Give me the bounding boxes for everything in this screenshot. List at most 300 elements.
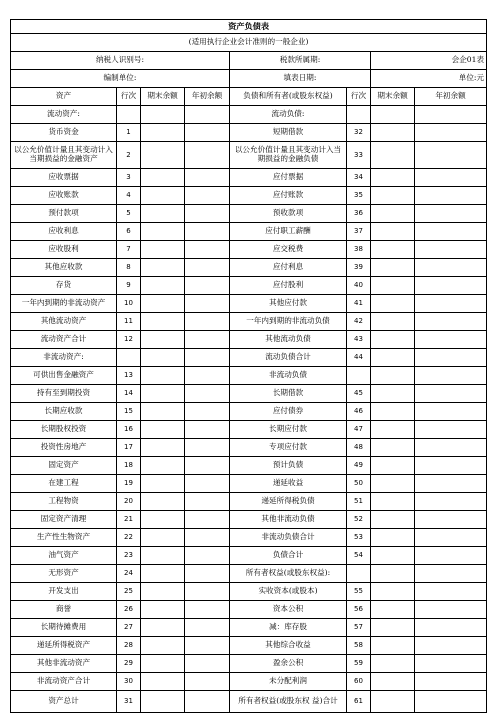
liability-line-number: 39: [347, 259, 371, 277]
liability-begin-balance-cell: [415, 259, 487, 277]
asset-begin-balance-cell: [185, 295, 230, 313]
liability-begin-balance-cell: [415, 124, 487, 142]
asset-begin-balance-cell: [185, 529, 230, 547]
asset-line-number: 11: [117, 313, 141, 331]
liability-begin-balance-cell: [415, 457, 487, 475]
table-row: [11, 187, 487, 205]
table-row: [11, 106, 487, 124]
asset-line-number: 15: [117, 403, 141, 421]
liability-line-number: 60: [347, 673, 371, 691]
asset-line-number: 14: [117, 385, 141, 403]
asset-begin-balance-cell: [185, 547, 230, 565]
asset-begin-balance-cell: [185, 385, 230, 403]
asset-line-number: 20: [117, 493, 141, 511]
table-row: [11, 655, 487, 673]
asset-end-balance-cell: [141, 313, 185, 331]
liability-line-number: 38: [347, 241, 371, 259]
asset-begin-balance-cell: [185, 367, 230, 385]
liability-line-number: 35: [347, 187, 371, 205]
asset-end-balance-cell: [141, 529, 185, 547]
liability-begin-balance-cell: [415, 637, 487, 655]
table-row: [11, 241, 487, 259]
liability-begin-balance-cell: [415, 547, 487, 565]
asset-begin-balance-cell: [185, 619, 230, 637]
asset-line-number: 10: [117, 295, 141, 313]
liability-name: 其他综合收益: [230, 637, 347, 655]
liability-name: 其他非流动负债: [230, 511, 347, 529]
asset-name: 非流动资产合计: [11, 673, 117, 691]
liability-end-balance-cell: [371, 349, 415, 367]
liability-end-balance-cell: [371, 331, 415, 349]
asset-end-balance-cell: [141, 124, 185, 142]
asset-line-number: 13: [117, 367, 141, 385]
liability-begin-balance-cell: [415, 169, 487, 187]
asset-end-balance-cell: [141, 205, 185, 223]
asset-end-balance-cell: [141, 331, 185, 349]
asset-end-balance-cell: [141, 601, 185, 619]
asset-end-balance-cell: [141, 583, 185, 601]
table-row: [11, 259, 487, 277]
asset-begin-balance-cell: [185, 421, 230, 439]
asset-end-balance-cell: [141, 655, 185, 673]
tax-period-label: 税款所属期:: [230, 52, 371, 70]
asset-line-number: 22: [117, 529, 141, 547]
asset-end-balance-cell: [141, 295, 185, 313]
liability-line-number: 41: [347, 295, 371, 313]
asset-begin-balance-cell: [185, 403, 230, 421]
liability-name: 流动负债合计: [230, 349, 347, 367]
asset-end-balance-cell: [141, 277, 185, 295]
table-row: [11, 349, 487, 367]
liability-begin-balance-cell: [415, 349, 487, 367]
liability-end-balance-cell: [371, 529, 415, 547]
liability-end-balance-cell: [371, 385, 415, 403]
asset-name: 资产总计: [11, 691, 117, 713]
header-asset-end-balance: 期末余额: [141, 88, 185, 106]
liability-name: 所有者权益(或股东权益):: [230, 565, 347, 583]
asset-begin-balance-cell: [185, 124, 230, 142]
asset-line-number: 29: [117, 655, 141, 673]
asset-end-balance-cell: [141, 385, 185, 403]
asset-begin-balance-cell: [185, 205, 230, 223]
liability-end-balance-cell: [371, 106, 415, 124]
liability-name: 应付股利: [230, 277, 347, 295]
liability-line-number: 43: [347, 331, 371, 349]
liability-line-number: 59: [347, 655, 371, 673]
liability-name: 以公允价值计量且其变动计入当期损益的金融负债: [230, 142, 347, 169]
table-row: [11, 493, 487, 511]
asset-end-balance-cell: [141, 349, 185, 367]
liability-end-balance-cell: [371, 259, 415, 277]
liability-name: 未分配利润: [230, 673, 347, 691]
liability-end-balance-cell: [371, 241, 415, 259]
asset-end-balance-cell: [141, 106, 185, 124]
liability-end-balance-cell: [371, 142, 415, 169]
liability-begin-balance-cell: [415, 565, 487, 583]
liability-line-number: 36: [347, 205, 371, 223]
form-code: 会企01表: [371, 52, 487, 70]
asset-end-balance-cell: [141, 673, 185, 691]
asset-name: 应收利息: [11, 223, 117, 241]
asset-name: 以公允价值计量且其变动计入当期损益的金融资产: [11, 142, 117, 169]
liability-line-number: 33: [347, 142, 371, 169]
asset-begin-balance-cell: [185, 187, 230, 205]
asset-name: 货币资金: [11, 124, 117, 142]
asset-end-balance-cell: [141, 547, 185, 565]
asset-line-number: 18: [117, 457, 141, 475]
liability-begin-balance-cell: [415, 673, 487, 691]
liability-name: 其他流动负债: [230, 331, 347, 349]
liability-end-balance-cell: [371, 205, 415, 223]
asset-line-number: 21: [117, 511, 141, 529]
asset-begin-balance-cell: [185, 673, 230, 691]
asset-begin-balance-cell: [185, 439, 230, 457]
asset-begin-balance-cell: [185, 241, 230, 259]
fill-date-label: 填表日期:: [230, 70, 371, 88]
asset-name: 固定资产清理: [11, 511, 117, 529]
liability-line-number: 45: [347, 385, 371, 403]
asset-end-balance-cell: [141, 367, 185, 385]
unit-label: 单位:元: [371, 70, 487, 88]
liability-name: 实收资本(或股本): [230, 583, 347, 601]
liability-begin-balance-cell: [415, 367, 487, 385]
liability-line-number: 47: [347, 421, 371, 439]
asset-line-number: 3: [117, 169, 141, 187]
liability-end-balance-cell: [371, 124, 415, 142]
liability-end-balance-cell: [371, 601, 415, 619]
liability-name: 一年内到期的非流动负债: [230, 313, 347, 331]
table-row: [11, 385, 487, 403]
asset-end-balance-cell: [141, 619, 185, 637]
liability-end-balance-cell: [371, 565, 415, 583]
liability-line-number: [347, 565, 371, 583]
liability-begin-balance-cell: [415, 403, 487, 421]
asset-name: 应收票据: [11, 169, 117, 187]
asset-begin-balance-cell: [185, 511, 230, 529]
table-row: [11, 619, 487, 637]
header-asset: 资产: [11, 88, 117, 106]
table-row: [11, 205, 487, 223]
asset-begin-balance-cell: [185, 106, 230, 124]
table-row: [11, 475, 487, 493]
asset-end-balance-cell: [141, 142, 185, 169]
table-row: [11, 331, 487, 349]
liability-line-number: 51: [347, 493, 371, 511]
asset-begin-balance-cell: [185, 601, 230, 619]
table-row: [11, 295, 487, 313]
liability-name: 其他应付款: [230, 295, 347, 313]
asset-begin-balance-cell: [185, 142, 230, 169]
asset-line-number: 25: [117, 583, 141, 601]
asset-end-balance-cell: [141, 241, 185, 259]
liability-line-number: 49: [347, 457, 371, 475]
liability-line-number: 46: [347, 403, 371, 421]
liability-line-number: 61: [347, 691, 371, 713]
asset-end-balance-cell: [141, 457, 185, 475]
liability-name: 盈余公积: [230, 655, 347, 673]
asset-end-balance-cell: [141, 403, 185, 421]
asset-name: 投资性房地产: [11, 439, 117, 457]
asset-line-number: 24: [117, 565, 141, 583]
asset-line-number: 16: [117, 421, 141, 439]
asset-name: 流动资产:: [11, 106, 117, 124]
asset-begin-balance-cell: [185, 259, 230, 277]
asset-begin-balance-cell: [185, 475, 230, 493]
asset-begin-balance-cell: [185, 565, 230, 583]
table-row: [11, 529, 487, 547]
asset-end-balance-cell: [141, 169, 185, 187]
header-liability: 负债和所有者(或股东权益): [230, 88, 347, 106]
taxpayer-id-label: 纳税人识别号:: [11, 52, 230, 70]
asset-line-number: 7: [117, 241, 141, 259]
asset-line-number: 4: [117, 187, 141, 205]
liability-end-balance-cell: [371, 313, 415, 331]
liability-name: 预收款项: [230, 205, 347, 223]
header-liability-begin-balance: 年初余额: [415, 88, 487, 106]
asset-name: 长期待摊费用: [11, 619, 117, 637]
liability-line-number: 37: [347, 223, 371, 241]
asset-name: 可供出售金融资产: [11, 367, 117, 385]
liability-end-balance-cell: [371, 619, 415, 637]
liability-line-number: 34: [347, 169, 371, 187]
liability-begin-balance-cell: [415, 295, 487, 313]
table-row: [11, 223, 487, 241]
liability-line-number: 58: [347, 637, 371, 655]
liability-name: 非流动负债合计: [230, 529, 347, 547]
liability-line-number: 48: [347, 439, 371, 457]
asset-begin-balance-cell: [185, 493, 230, 511]
table-row: [11, 511, 487, 529]
asset-line-number: 5: [117, 205, 141, 223]
asset-line-number: 31: [117, 691, 141, 713]
liability-line-number: 52: [347, 511, 371, 529]
liability-end-balance-cell: [371, 439, 415, 457]
liability-end-balance-cell: [371, 169, 415, 187]
liability-name: 应付票据: [230, 169, 347, 187]
table-row: [11, 601, 487, 619]
asset-begin-balance-cell: [185, 637, 230, 655]
liability-begin-balance-cell: [415, 106, 487, 124]
asset-name: 一年内到期的非流动资产: [11, 295, 117, 313]
header-asset-line: 行次: [117, 88, 141, 106]
liability-end-balance-cell: [371, 511, 415, 529]
asset-begin-balance-cell: [185, 655, 230, 673]
liability-line-number: 56: [347, 601, 371, 619]
liability-name: 递延收益: [230, 475, 347, 493]
liability-line-number: 40: [347, 277, 371, 295]
liability-end-balance-cell: [371, 403, 415, 421]
liability-name: 应付账款: [230, 187, 347, 205]
asset-name: 流动资产合计: [11, 331, 117, 349]
asset-line-number: 28: [117, 637, 141, 655]
liability-name: 短期借款: [230, 124, 347, 142]
asset-name: 无形资产: [11, 565, 117, 583]
liability-name: 负债合计: [230, 547, 347, 565]
liability-begin-balance-cell: [415, 619, 487, 637]
table-row: [11, 421, 487, 439]
table-row: [11, 313, 487, 331]
asset-line-number: 17: [117, 439, 141, 457]
asset-line-number: 8: [117, 259, 141, 277]
liability-end-balance-cell: [371, 673, 415, 691]
liability-name: 应付职工薪酬: [230, 223, 347, 241]
liability-name: 减：库存股: [230, 619, 347, 637]
asset-line-number: 2: [117, 142, 141, 169]
liability-line-number: 32: [347, 124, 371, 142]
liability-name: 专项应付款: [230, 439, 347, 457]
asset-line-number: 6: [117, 223, 141, 241]
liability-end-balance-cell: [371, 277, 415, 295]
asset-line-number: [117, 349, 141, 367]
asset-name: 存货: [11, 277, 117, 295]
table-row: [11, 439, 487, 457]
asset-name: 商誉: [11, 601, 117, 619]
liability-begin-balance-cell: [415, 475, 487, 493]
liability-name: 应交税费: [230, 241, 347, 259]
asset-name: 其他应收款: [11, 259, 117, 277]
asset-name: 其他非流动资产: [11, 655, 117, 673]
liability-name: 资本公积: [230, 601, 347, 619]
liability-begin-balance-cell: [415, 241, 487, 259]
asset-name: 持有至到期投资: [11, 385, 117, 403]
liability-line-number: 44: [347, 349, 371, 367]
table-row: [11, 403, 487, 421]
liability-end-balance-cell: [371, 421, 415, 439]
liability-begin-balance-cell: [415, 601, 487, 619]
liability-end-balance-cell: [371, 457, 415, 475]
liability-name: 应付债券: [230, 403, 347, 421]
header-liability-line: 行次: [347, 88, 371, 106]
asset-line-number: 23: [117, 547, 141, 565]
sheet-subtitle: (适用执行企业会计准则的一般企业): [11, 34, 487, 52]
header-liability-end-balance: 期末余额: [371, 88, 415, 106]
table-row: [11, 142, 487, 169]
asset-line-number: 27: [117, 619, 141, 637]
table-row: [11, 457, 487, 475]
table-row: [11, 367, 487, 385]
asset-line-number: 12: [117, 331, 141, 349]
asset-name: 开发支出: [11, 583, 117, 601]
asset-begin-balance-cell: [185, 457, 230, 475]
asset-line-number: 19: [117, 475, 141, 493]
header-asset-begin-balance: 年初余额: [185, 88, 230, 106]
asset-line-number: 9: [117, 277, 141, 295]
asset-begin-balance-cell: [185, 223, 230, 241]
liability-name: 非流动负债: [230, 367, 347, 385]
liability-begin-balance-cell: [415, 529, 487, 547]
liability-end-balance-cell: [371, 637, 415, 655]
liability-end-balance-cell: [371, 367, 415, 385]
asset-line-number: [117, 106, 141, 124]
asset-end-balance-cell: [141, 637, 185, 655]
liability-line-number: 54: [347, 547, 371, 565]
asset-name: 预付款项: [11, 205, 117, 223]
asset-end-balance-cell: [141, 511, 185, 529]
asset-begin-balance-cell: [185, 277, 230, 295]
liability-begin-balance-cell: [415, 331, 487, 349]
asset-end-balance-cell: [141, 493, 185, 511]
table-row: [11, 565, 487, 583]
liability-begin-balance-cell: [415, 511, 487, 529]
liability-begin-balance-cell: [415, 313, 487, 331]
liability-name: 长期应付款: [230, 421, 347, 439]
liability-line-number: 53: [347, 529, 371, 547]
liability-end-balance-cell: [371, 583, 415, 601]
table-row: [11, 124, 487, 142]
liability-name: 递延所得税负债: [230, 493, 347, 511]
liability-begin-balance-cell: [415, 205, 487, 223]
liability-name: 流动负债:: [230, 106, 347, 124]
preparer-label: 编制单位:: [11, 70, 230, 88]
table-row: [11, 547, 487, 565]
asset-end-balance-cell: [141, 259, 185, 277]
liability-begin-balance-cell: [415, 385, 487, 403]
liability-end-balance-cell: [371, 493, 415, 511]
asset-name: 应收股利: [11, 241, 117, 259]
asset-line-number: 1: [117, 124, 141, 142]
asset-end-balance-cell: [141, 439, 185, 457]
asset-line-number: 30: [117, 673, 141, 691]
liability-begin-balance-cell: [415, 583, 487, 601]
asset-name: 油气资产: [11, 547, 117, 565]
table-row: [11, 637, 487, 655]
liability-end-balance-cell: [371, 655, 415, 673]
balance-sheet-table: [10, 19, 487, 713]
liability-line-number: [347, 106, 371, 124]
asset-name: 递延所得税资产: [11, 637, 117, 655]
liability-begin-balance-cell: [415, 277, 487, 295]
liability-begin-balance-cell: [415, 187, 487, 205]
asset-begin-balance-cell: [185, 169, 230, 187]
liability-end-balance-cell: [371, 475, 415, 493]
liability-end-balance-cell: [371, 223, 415, 241]
asset-end-balance-cell: [141, 223, 185, 241]
asset-end-balance-cell: [141, 421, 185, 439]
liability-end-balance-cell: [371, 547, 415, 565]
asset-name: 应收账款: [11, 187, 117, 205]
liability-end-balance-cell: [371, 295, 415, 313]
asset-name: 其他流动资产: [11, 313, 117, 331]
asset-name: 生产性生物资产: [11, 529, 117, 547]
liability-line-number: [347, 367, 371, 385]
liability-line-number: 42: [347, 313, 371, 331]
sheet-title: 资产负债表: [11, 20, 487, 34]
asset-name: 在建工程: [11, 475, 117, 493]
liability-line-number: 57: [347, 619, 371, 637]
asset-name: 工程物资: [11, 493, 117, 511]
asset-begin-balance-cell: [185, 331, 230, 349]
asset-begin-balance-cell: [185, 349, 230, 367]
asset-end-balance-cell: [141, 187, 185, 205]
asset-name: 长期应收款: [11, 403, 117, 421]
liability-begin-balance-cell: [415, 493, 487, 511]
asset-end-balance-cell: [141, 475, 185, 493]
table-row: [11, 673, 487, 691]
table-row: [11, 583, 487, 601]
asset-line-number: 26: [117, 601, 141, 619]
table-row: [11, 169, 487, 187]
table-row: [11, 277, 487, 295]
asset-name: 固定资产: [11, 457, 117, 475]
liability-name: 所有者权益(或股东权 益)合计: [230, 691, 347, 713]
liability-begin-balance-cell: [415, 142, 487, 169]
liability-begin-balance-cell: [415, 223, 487, 241]
liability-line-number: 55: [347, 583, 371, 601]
asset-name: 长期股权投资: [11, 421, 117, 439]
column-header-row: [11, 88, 487, 106]
liability-begin-balance-cell: [415, 655, 487, 673]
liability-name: 长期借款: [230, 385, 347, 403]
